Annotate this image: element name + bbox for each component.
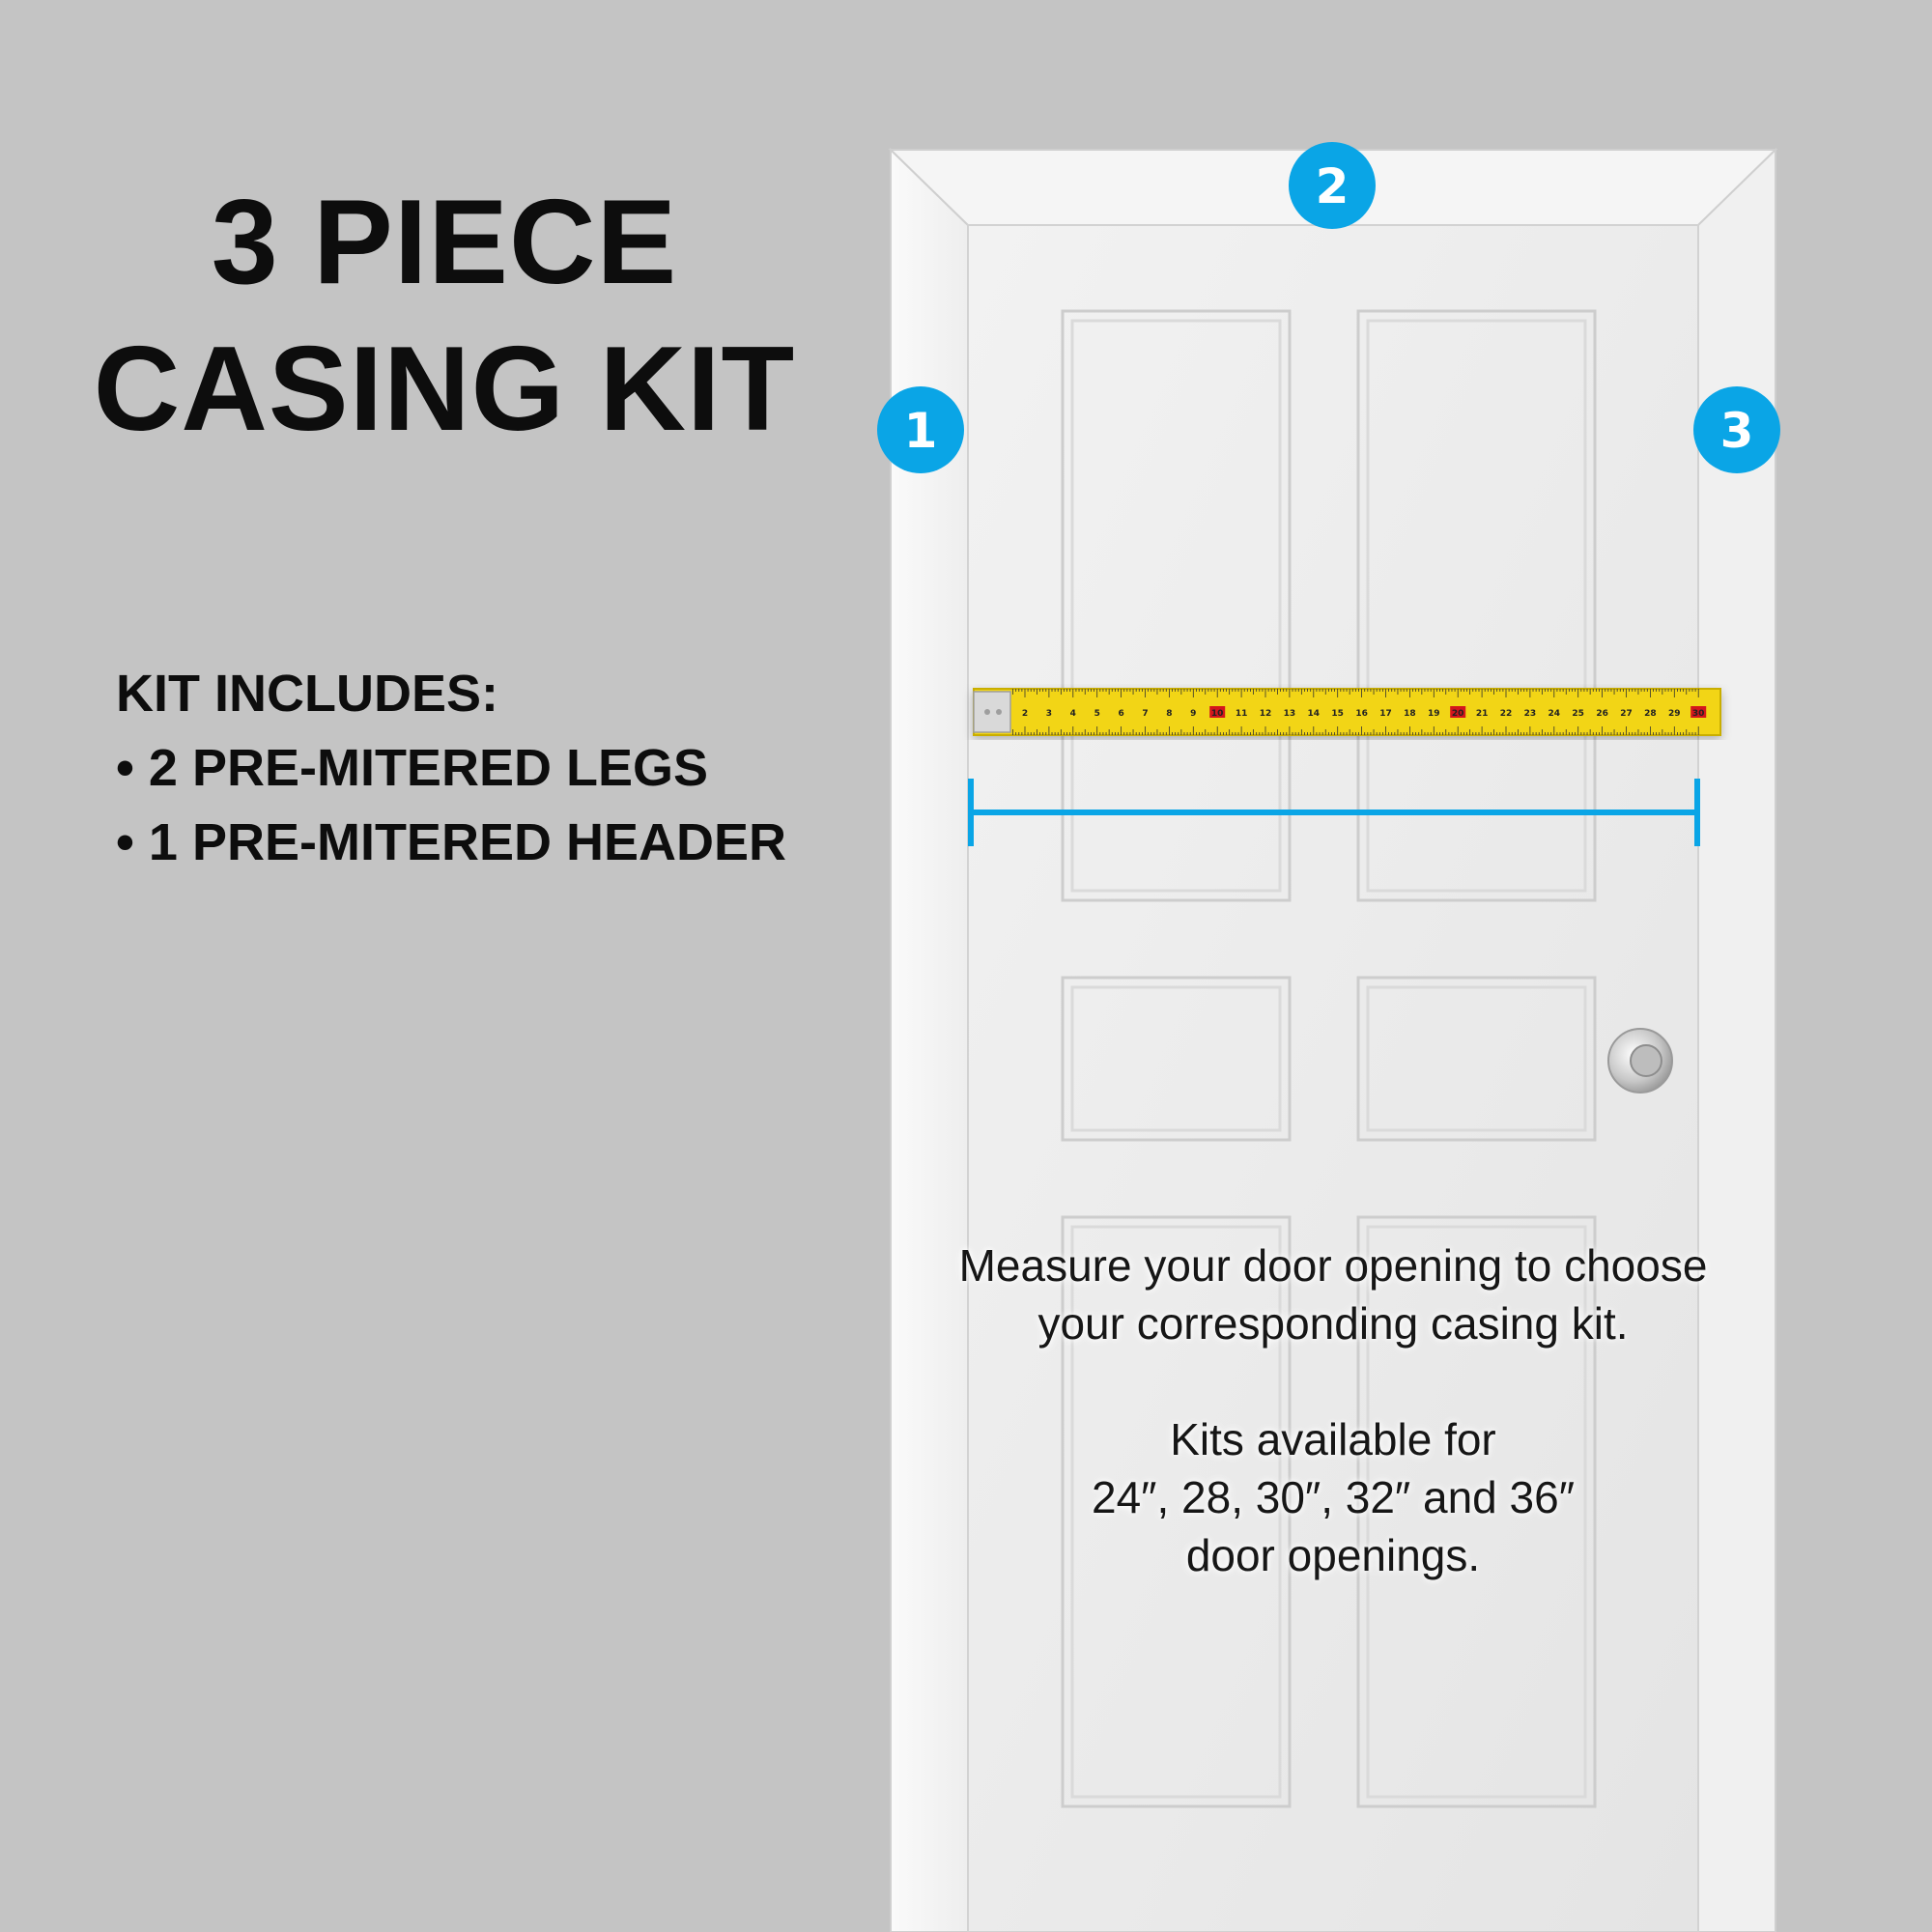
tape-tick-label: 18 <box>1404 709 1416 719</box>
tape-tick-label: 7 <box>1142 709 1149 719</box>
caption-line: Kits available for <box>1170 1414 1496 1464</box>
tape-tick-label: 23 <box>1523 709 1537 719</box>
tape-tick-label: 14 <box>1307 709 1321 719</box>
tape-tick-label: 5 <box>1094 709 1100 719</box>
tape-tick-label: 15 <box>1331 709 1344 719</box>
badge-number: 3 <box>1719 403 1754 459</box>
tape-tick-label: 22 <box>1499 709 1513 719</box>
tape-tick-label: 24 <box>1548 709 1561 719</box>
tape-tick-label: 28 <box>1644 709 1657 719</box>
title-line-1: 3 PIECE <box>211 176 678 309</box>
caption-line: your corresponding casing kit. <box>1037 1298 1629 1349</box>
tape-tick-label: 11 <box>1235 709 1248 719</box>
tape-tick-label: 21 <box>1475 709 1489 719</box>
tape-tick-label: 13 <box>1283 709 1296 719</box>
badge-header <box>1289 142 1376 229</box>
tape-blade <box>974 689 1720 735</box>
tape-tick-label: 30 <box>1691 709 1705 719</box>
tape-tick-label: 17 <box>1379 709 1392 719</box>
caption-line: 24″, 28, 30″, 32″ and 36″ <box>1092 1472 1575 1522</box>
caption-line: Measure your door opening to choose <box>958 1240 1708 1291</box>
door-knob-icon <box>1608 1029 1672 1093</box>
kit-item-legs: • 2 PRE-MITERED LEGS <box>116 739 708 797</box>
tape-tick-label: 6 <box>1118 709 1124 719</box>
tape-tick-label: 19 <box>1428 709 1440 719</box>
tape-tick-label: 25 <box>1572 709 1584 719</box>
tape-measure-icon <box>974 689 1720 735</box>
tape-tick-label: 12 <box>1259 709 1272 719</box>
tape-tick-label: 26 <box>1596 709 1608 719</box>
measure-instructions <box>889 1236 1777 1584</box>
caption-line: door openings. <box>1185 1530 1481 1580</box>
tape-tick-label: 16 <box>1355 709 1368 719</box>
tape-tick-label: 27 <box>1620 709 1633 719</box>
tape-end-hook <box>974 692 1010 732</box>
tape-tick-label: 4 <box>1069 709 1076 719</box>
tape-tick-label: 29 <box>1668 709 1681 719</box>
kit-includes-heading: KIT INCLUDES: <box>116 665 498 723</box>
tape-tick-label: 3 <box>1045 709 1053 719</box>
badge-left-leg <box>877 386 964 473</box>
tape-tick-label: 20 <box>1451 709 1464 719</box>
title-line-2: CASING KIT <box>93 323 796 456</box>
tape-tick-label: 2 <box>1021 709 1029 719</box>
badge-number: 2 <box>1315 158 1350 214</box>
badge-right-leg <box>1693 386 1780 473</box>
door-slab <box>968 225 1698 1932</box>
tape-tick-label: 9 <box>1190 709 1197 719</box>
tape-tick-label: 10 <box>1210 709 1224 719</box>
kit-item-header: • 1 PRE-MITERED HEADER <box>116 813 786 871</box>
tape-tick-label: 8 <box>1166 709 1173 719</box>
badge-number: 1 <box>903 403 938 459</box>
